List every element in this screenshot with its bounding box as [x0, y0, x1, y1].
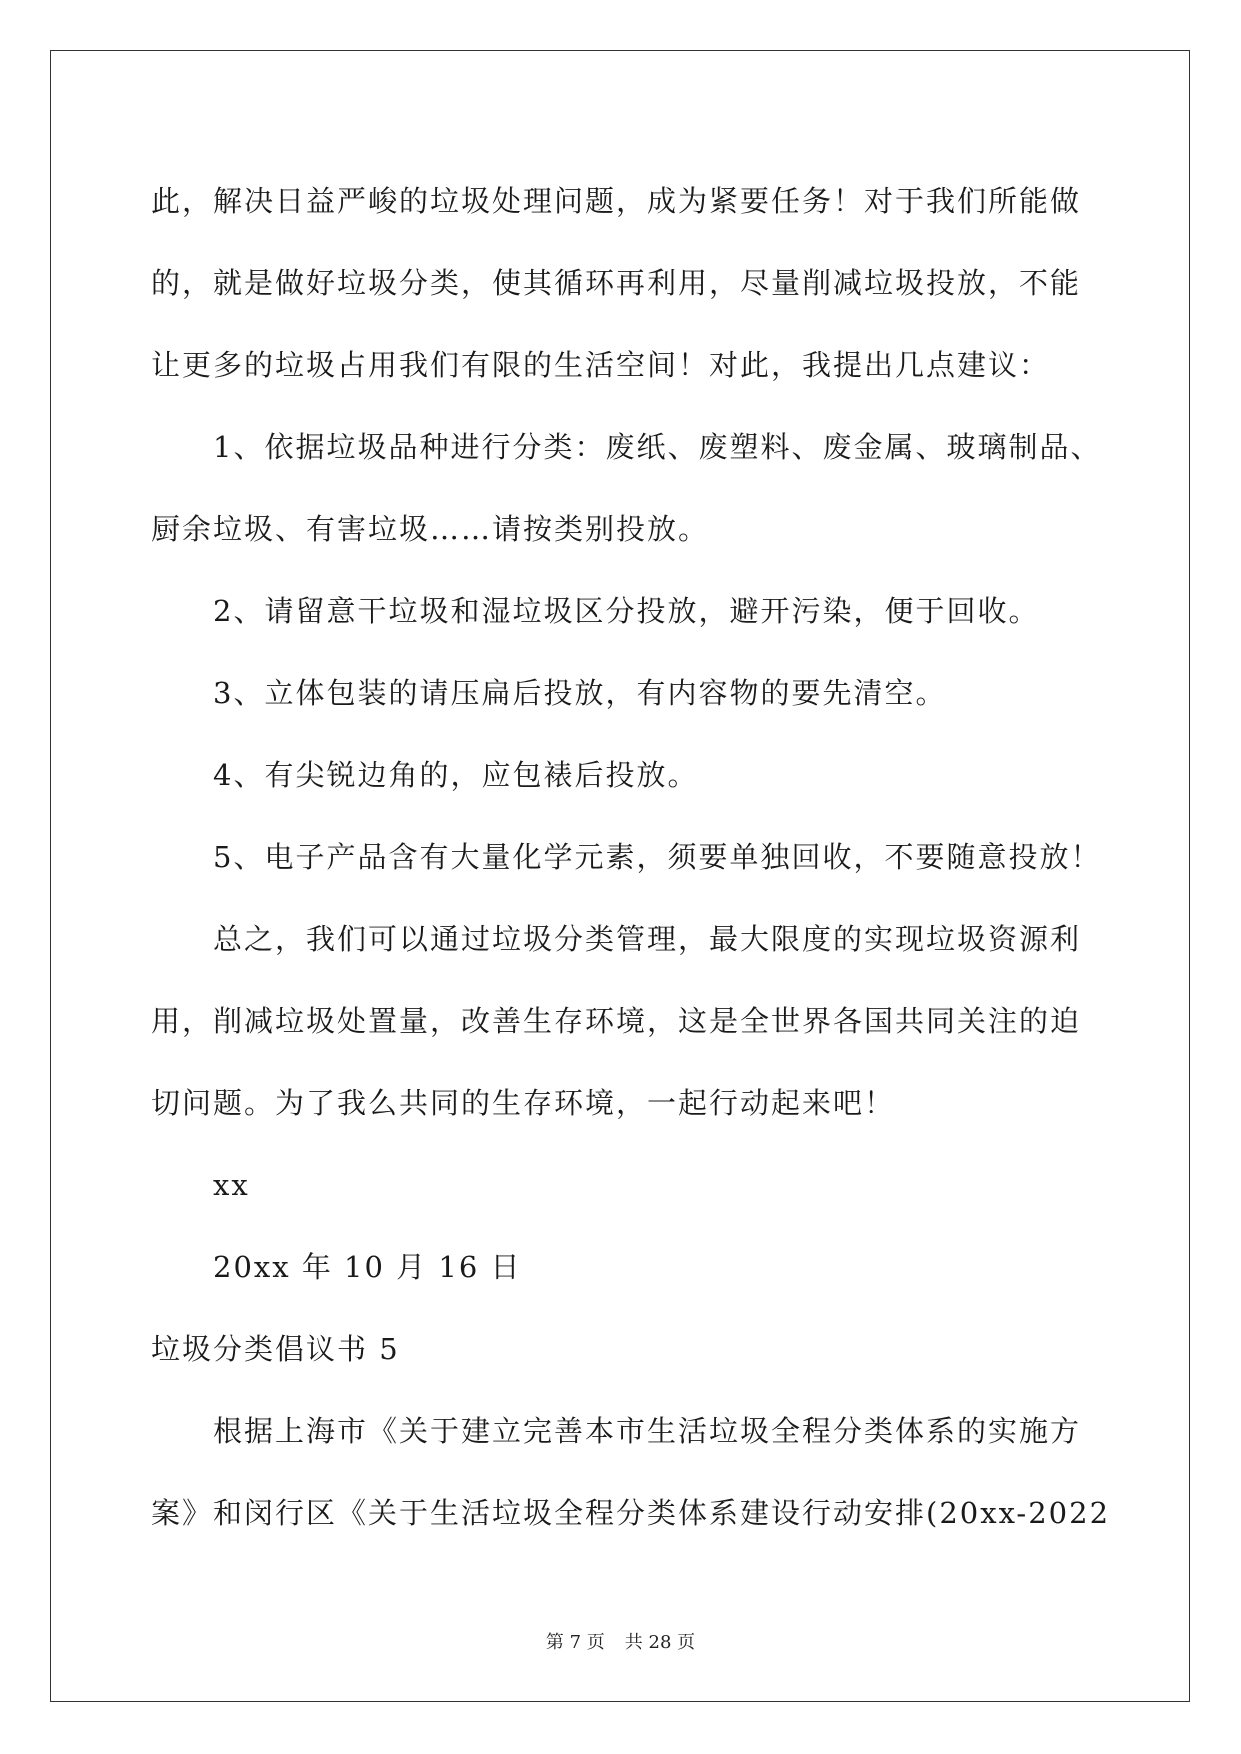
text-line: 此，解决日益严峻的垃圾处理问题，成为紧要任务！对于我们所能做 — [151, 184, 1082, 218]
text-line: 厨余垃圾、有害垃圾……请按类别投放。 — [151, 512, 710, 546]
list-item-4: 4、有尖锐边角的，应包裱后投放。 — [213, 758, 699, 792]
text-line: 切问题。为了我么共同的生存环境，一起行动起来吧！ — [151, 1086, 896, 1120]
paragraph-summary: 总之，我们可以通过垃圾分类管理，最大限度的实现垃圾资源利 — [213, 922, 1082, 956]
paragraph-intro: 根据上海市《关于建立完善本市生活垃圾全程分类体系的实施方 — [213, 1414, 1082, 1448]
list-item-1: 1、依据垃圾品种进行分类：废纸、废塑料、废金属、玻璃制品、 — [213, 430, 1102, 464]
signature-date: 20xx 年 10 月 16 日 — [213, 1250, 522, 1284]
page-footer — [0, 1628, 1241, 1654]
text-line: 用，削减垃圾处置量，改善生存环境，这是全世界各国共同关注的迫 — [151, 1004, 1082, 1038]
list-item-2: 2、请留意干垃圾和湿垃圾区分投放，避开污染，便于回收。 — [213, 594, 1040, 628]
section-heading: 垃圾分类倡议书 5 — [151, 1332, 400, 1366]
text-line: 案》和闵行区《关于生活垃圾全程分类体系建设行动安排(20xx-2022 — [151, 1496, 1111, 1530]
document-body — [151, 160, 1111, 1554]
text-line: 让更多的垃圾占用我们有限的生活空间！对此，我提出几点建议： — [151, 348, 1051, 382]
list-item-5: 5、电子产品含有大量化学元素，须要单独回收，不要随意投放！ — [213, 840, 1102, 874]
page-total: 共 28 页 — [624, 1632, 696, 1653]
signature-name: xx — [213, 1168, 250, 1202]
text-line: 的，就是做好垃圾分类，使其循环再利用，尽量削减垃圾投放，不能 — [151, 266, 1082, 300]
list-item-3: 3、立体包装的请压扁后投放，有内容物的要先清空。 — [213, 676, 947, 710]
page-number: 第 7 页 — [545, 1632, 605, 1653]
